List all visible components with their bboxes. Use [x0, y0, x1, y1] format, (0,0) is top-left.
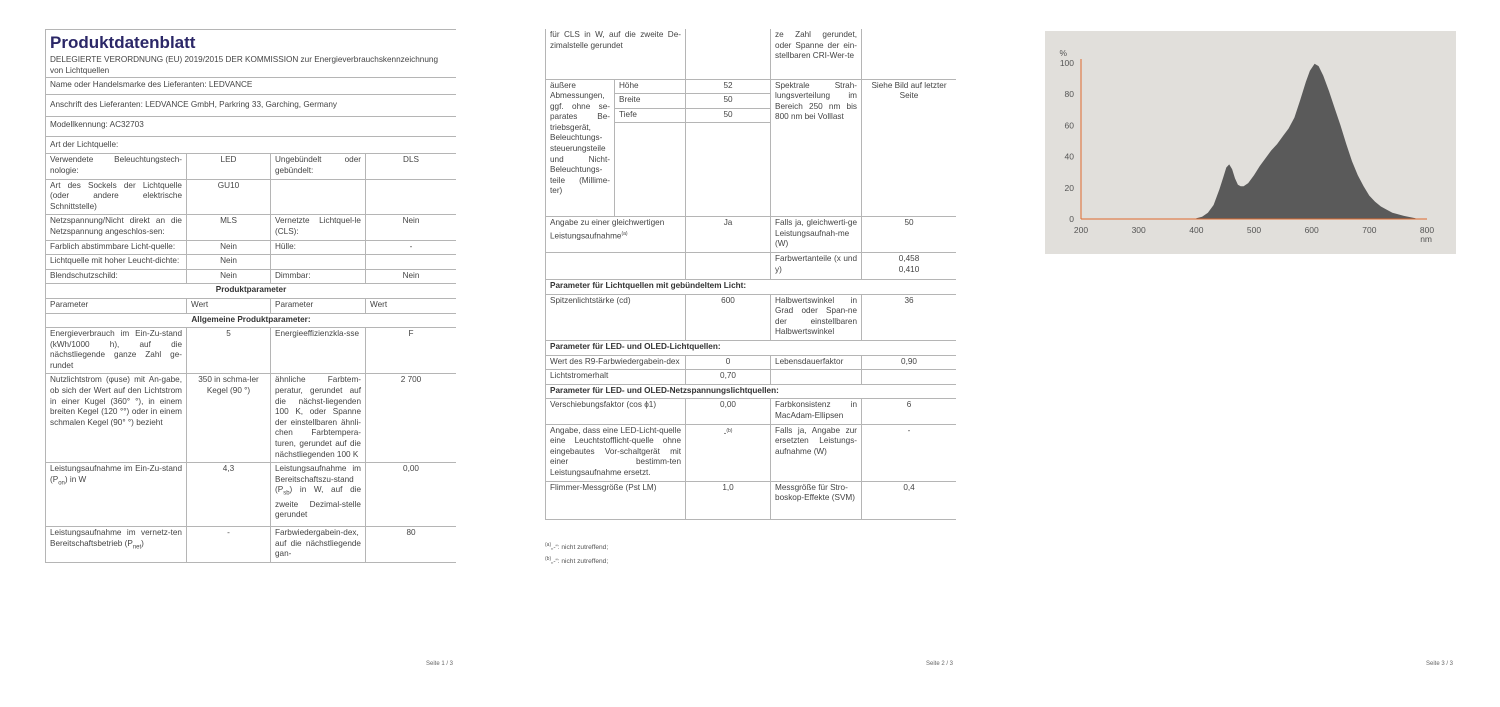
- x-tick-label: 400: [1189, 225, 1204, 235]
- param-value: 0,90: [862, 355, 956, 370]
- table-row: [546, 370, 957, 385]
- spectral-value: Siehe Bild auf letzter Seite: [862, 79, 956, 217]
- model-identifier: Modellkennung: AC32703: [46, 117, 457, 137]
- param-label: Netzspannung/Nicht direkt an die Netzspannung angeschlos-sen:: [46, 215, 187, 240]
- y-tick-label: 20: [1064, 182, 1074, 193]
- param-label: Falls ja, Angabe zur ersetzten Leistungs-aufnahme (W): [771, 424, 862, 481]
- param-label: Spitzenlichtstärke (cd): [546, 294, 686, 340]
- param-value: 350 in schma-ler Kegel (90 °): [187, 374, 271, 463]
- dimension-value: 50: [686, 94, 771, 109]
- param-label: Nutzlichtstrom (φuse) mit An-gabe, ob sich der Wert auf den Lichtstrom in einer Kugel (360° °), in einem breiten Kegel (120 °°) oder in einem schmalen Kegel (90° °) bezieht: [46, 374, 187, 463]
- param-value: 0,00: [366, 463, 457, 527]
- param-label: Lebensdauerfaktor: [771, 355, 862, 370]
- page1-table-frame: [45, 29, 456, 653]
- param-value: 6: [862, 399, 956, 424]
- dimension-label: Tiefe: [615, 108, 686, 123]
- y-tick-label: 0: [1069, 214, 1074, 224]
- table-row: [546, 253, 957, 280]
- param-label: Dimmbar:: [271, 269, 366, 284]
- dls-header: Parameter für Lichtquellen mit gebündeltem Licht:: [546, 280, 957, 295]
- param-label: Angabe zu einer gleichwertigen Leistungsaufnahme$^{(a)}$: [546, 217, 686, 253]
- param-label: Wert des R9-Farbwiedergabein-dex: [546, 355, 686, 370]
- param-label: Messgröße für Stro-boskop-Effekte (SVM): [771, 481, 862, 519]
- spectral-chart: [1045, 31, 1456, 254]
- param-label: Blendschutzschild:: [46, 269, 187, 284]
- param-label: für CLS in W, auf die zweite De-zimalstelle gerundet: [546, 29, 686, 79]
- table-row: [546, 29, 957, 79]
- column-header: Wert: [187, 298, 271, 313]
- table-row: [46, 374, 457, 463]
- param-value: MLS: [187, 215, 271, 240]
- param-value: DLS: [366, 154, 457, 179]
- page-number: Seite 2 / 3: [926, 661, 954, 667]
- table-row: [546, 424, 957, 481]
- param-value: -: [862, 424, 956, 481]
- table-row: [546, 294, 957, 340]
- table-row: [46, 269, 457, 284]
- supplier-name: Name oder Handelsmarke des Lieferanten: LEDVANCE: [46, 78, 457, 95]
- table-row: [46, 154, 457, 179]
- x-tick-label: 600: [1304, 225, 1319, 235]
- table-row: [546, 217, 957, 253]
- dimension-value: 50: [686, 108, 771, 123]
- param-value: GU10: [187, 179, 271, 215]
- param-value: 0,00: [686, 399, 771, 424]
- param-label: Verschiebungsfaktor (cos ϕ1): [546, 399, 686, 424]
- table-row: [46, 240, 457, 255]
- param-label: Falls ja, gleichwerti-ge Leistungsaufnah-me (W): [771, 217, 862, 253]
- param-label: Lichtquelle mit hoher Leucht-dichte:: [46, 255, 187, 270]
- param-label: Energieverbrauch im Ein-Zu-stand (kWh/1000 h), auf die nächstliegende ganze Zahl ge-rundet: [46, 328, 187, 374]
- param-value: 36: [862, 294, 956, 340]
- param-label: Farbwertanteile (x und y): [771, 253, 862, 280]
- param-label: [271, 179, 366, 215]
- param-label: Leistungsaufnahme im vernetz-ten Bereitschaftsbetrieb $(P_{net})$: [46, 527, 187, 563]
- product-data-table: [45, 29, 456, 563]
- page-number: Seite 3 / 3: [1426, 661, 1454, 667]
- table-row: [546, 481, 957, 519]
- general-params-header: Allgemeine Produktparameter:: [46, 313, 457, 328]
- x-tick-label: 800: [1419, 225, 1435, 235]
- column-header: Parameter: [46, 298, 187, 313]
- table-row: [546, 399, 957, 424]
- param-label: ze Zahl gerundet, oder Spanne der ein-stellbaren CRI-Wer-te: [771, 29, 862, 79]
- param-value: -: [366, 240, 457, 255]
- param-label: Hülle:: [271, 240, 366, 255]
- param-label: Lichtstromerhalt: [546, 370, 686, 385]
- spectral-label: Spektrale Strah-lungsverteilung im Bereich 250 nm bis 800 nm bei Volllast: [771, 79, 862, 217]
- param-label: Energieeffizienzkla-sse: [271, 328, 366, 374]
- page-title: Produktdatenblatt: [50, 33, 196, 52]
- footnote-a: $^{(a)}$„-“: nicht zutreffend;: [545, 542, 609, 552]
- x-tick-label: 500: [1246, 225, 1262, 235]
- y-tick-label: 80: [1064, 89, 1074, 100]
- spectral-chart-svg: [1045, 31, 1456, 254]
- param-label: Leistungsaufnahme im Ein-Zu-stand $(P_{on})$ in W: [46, 463, 187, 527]
- mains-header: Parameter für LED- und OLED-Netzspannungslichtquellen:: [546, 384, 957, 399]
- column-header-row: [46, 298, 457, 313]
- title-row: [46, 30, 457, 78]
- table-row: [46, 463, 457, 527]
- footnote-b: $^{(b)}$„-“: nicht zutreffend;: [545, 556, 609, 566]
- page-number: Seite 1 / 3: [426, 661, 454, 667]
- param-label: Flimmer-Messgröße (Pst LM): [546, 481, 686, 519]
- table-row: [46, 215, 457, 240]
- param-label: Halbwertswinkel in Grad oder Span-ne der einstellbaren Halbwertswinkel: [771, 294, 862, 340]
- param-label: [271, 255, 366, 270]
- datasheet-page-1: [0, 0, 480, 707]
- param-value: 0: [686, 355, 771, 370]
- param-value: 50: [862, 217, 956, 253]
- param-label: Farblich abstimmbare Licht-quelle:: [46, 240, 187, 255]
- y-tick-label: 60: [1064, 120, 1074, 131]
- table-row: [46, 255, 457, 270]
- supplier-address: Anschrift des Lieferanten: LEDVANCE GmbH, Parkring 33, Garching, Germany: [46, 94, 457, 117]
- datasheet-page-2: [500, 0, 980, 707]
- param-label: Vernetzte Lichtquel-le (CLS):: [271, 215, 366, 240]
- regulation-text: DELEGIERTE VERORDNUNG (EU) 2019/2015 DER KOMMISSION zur Energieverbrauchskennzeichnung von Lichtquellen: [50, 55, 438, 75]
- table-row: [546, 355, 957, 370]
- param-value: Ja: [686, 217, 771, 253]
- param-value: 0,4: [862, 481, 956, 519]
- param-label: Farbkonsistenz in MacAdam-Ellipsen: [771, 399, 862, 424]
- param-value: -$^{(b)}$: [686, 424, 771, 481]
- param-value: 4,3: [187, 463, 271, 527]
- param-label: Ungebündelt oder gebündelt:: [271, 154, 366, 179]
- table-row: [46, 527, 457, 563]
- led-header: Parameter für LED- und OLED-Lichtquellen:: [546, 341, 957, 356]
- product-params-header: Produktparameter: [46, 284, 457, 299]
- table-row: [546, 79, 957, 94]
- table-row: [46, 328, 457, 374]
- param-label: Angabe, dass eine LED-Licht-quelle eine Leuchtstofflicht-quelle ohne eingebautes Vor-schaltgerät mit einer bestimm-ten Leistungsaufnahme ersetzt.: [546, 424, 686, 481]
- product-data-table-continued: [545, 29, 956, 520]
- param-label: Leistungsaufnahme im Bereitschaftszu-stand $(P_{sb})$ in W, auf die zweite Dezimal-stelle gerundet: [271, 463, 366, 527]
- param-label: Art des Sockels der Lichtquelle (oder andere elektrische Schnittstelle): [46, 179, 187, 215]
- param-value: Nein: [366, 215, 457, 240]
- param-value: Nein: [187, 269, 271, 284]
- param-value: F: [366, 328, 457, 374]
- spectrum-area: [1196, 64, 1415, 219]
- param-value: [366, 255, 457, 270]
- param-value: 5: [187, 328, 271, 374]
- y-tick-label: 100: [1059, 58, 1074, 68]
- column-header: Wert: [366, 298, 457, 313]
- param-value: Nein: [366, 269, 457, 284]
- param-value: 0,70: [686, 370, 771, 385]
- lightsource-type-header: Art der Lichtquelle:: [46, 136, 457, 154]
- dimension-value: 52: [686, 79, 771, 94]
- param-value: -: [187, 527, 271, 563]
- param-value: Nein: [187, 255, 271, 270]
- y-tick-label: 40: [1064, 151, 1074, 162]
- column-header: Parameter: [271, 298, 366, 313]
- param-value: 600: [686, 294, 771, 340]
- dimensions-label: äußere Abmessungen, ggf. ohne se-parates Be-triebsgerät, Beleuchtungs-steuerungsteile und Nicht-Beleuchtungs-teile (Millime-ter): [546, 79, 615, 217]
- param-value: Nein: [187, 240, 271, 255]
- x-tick-label: 200: [1073, 225, 1089, 235]
- param-value: 80: [366, 527, 457, 563]
- x-tick-label: 700: [1362, 225, 1377, 235]
- table-row: [46, 179, 457, 215]
- x-axis-label: nm: [1420, 234, 1432, 244]
- dimension-label: Höhe: [615, 79, 686, 94]
- dimension-label: Breite: [615, 94, 686, 109]
- param-label: Farbwiedergabein-dex, auf die nächstliegende gan-: [271, 527, 366, 563]
- param-value: LED: [187, 154, 271, 179]
- x-tick-label: 300: [1131, 225, 1146, 235]
- page2-table-frame: [545, 29, 956, 540]
- y-axis-label: %: [1059, 48, 1067, 58]
- param-value: 0,458 0,410: [862, 253, 956, 280]
- param-label: Verwendete Beleuchtungstech-nologie:: [46, 154, 187, 179]
- param-label: ähnliche Farbtem-peratur, gerundet auf die nächst-liegenden 100 K, oder Spanne der einstellbaren ähnli-chen Farbtempera-turen, gerundet auf die nächstliegenden 100 K: [271, 374, 366, 463]
- datasheet-page-3: [1000, 0, 1500, 707]
- param-value: [366, 179, 457, 215]
- param-value: 2 700: [366, 374, 457, 463]
- param-value: 1,0: [686, 481, 771, 519]
